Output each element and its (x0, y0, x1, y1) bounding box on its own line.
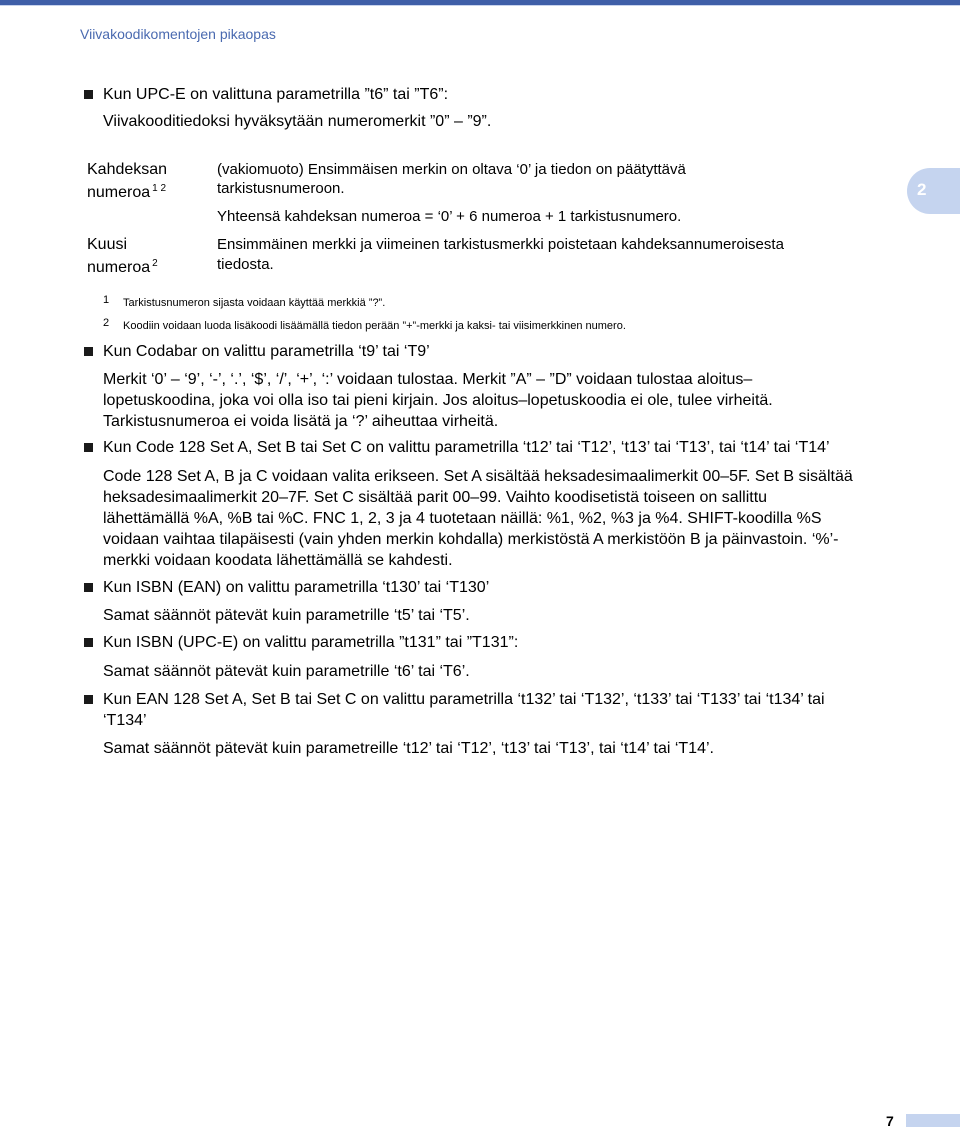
code128-line: merkki voidaan koodata lähettämällä se kahdesti. (103, 552, 453, 569)
code128-heading: Kun Code 128 Set A, Set B tai Set C on valittu parametrilla ‘t12’ tai ‘T12’, ‘t13’ tai ‘T13’, tai ‘t14’ tai ‘T14’ (103, 439, 830, 456)
isbn-ean-heading: Kun ISBN (EAN) on valittu parametrilla ‘t130’ tai ‘T130’ (103, 579, 490, 596)
bullet-square-icon (84, 347, 93, 356)
table-desc-six-line2: tiedosta. (217, 256, 274, 273)
bullet-square-icon (84, 583, 93, 592)
ean128-heading-line2: ‘T134’ (103, 712, 147, 729)
upce-heading: Kun UPC-E on valittuna parametrilla ”t6” tai ”T6”: (103, 86, 449, 103)
upce-text: Viivakooditiedoksi hyväksytään numeromerkit ”0” – ”9”. (103, 113, 492, 130)
table-label-six-line1: Kuusi (87, 236, 128, 253)
footnote-text: Tarkistusnumeron sijasta voidaan käyttää merkkiä ”?”. (123, 297, 386, 309)
chapter-tab (907, 168, 960, 214)
page-number: 7 (886, 1113, 894, 1129)
ean128-text: Samat säännöt pätevät kuin parametreille ‘t12’ tai ‘T12’, ‘t13’ tai ‘T13’, tai ‘t14’ tai ‘T14’. (103, 740, 714, 757)
isbn-upce-text: Samat säännöt pätevät kuin parametrille ‘t6’ tai ‘T6’. (103, 663, 470, 680)
codabar-heading: Kun Codabar on valittu parametrilla ‘t9’ tai ‘T9’ (103, 343, 430, 360)
footnote-ref: 1 2 (152, 183, 167, 194)
code128-line: lähettämällä %A, %B tai %C. FNC 1, 2, 3 ja 4 tuotetaan näillä: %1, %2, %3 ja %4. SHIFT-koodilla %S (103, 510, 822, 527)
codabar-line: lopetuskoodina, joka voi olla iso tai pieni kirjain. Jos aloitus–lopetuskoodia ei ole, tulee virheitä. (103, 392, 773, 409)
footnote-number: 1 (103, 294, 110, 306)
page-number-bar (906, 1114, 960, 1127)
code128-line: Code 128 Set A, B ja C voidaan valita erikseen. Set A sisältää heksadesimaalimerkit 00–5F. Set B sisältää (103, 468, 853, 485)
ean128-heading-line1: Kun EAN 128 Set A, Set B tai Set C on valittu parametrilla ‘t132’ tai ‘T132’, ‘t133’ tai ‘T133’ tai ‘t134’ tai (103, 691, 825, 708)
top-rule (0, 5, 960, 6)
bullet-square-icon (84, 443, 93, 452)
codabar-line: Merkit ‘0’ – ‘9’, ‘-’, ‘.’, ‘$’, ‘/’, ‘+’, ‘:’ voidaan tulostaa. Merkit ”A” – ”D” voidaan tulostaa aloitus– (103, 371, 753, 388)
bullet-square-icon (84, 90, 93, 99)
table-label-eight-line2: numeroa $^{1 2}$ (87, 183, 167, 201)
bullet-square-icon (84, 695, 93, 704)
table-label-six-line2: numeroa $^2$ (87, 258, 158, 276)
code128-line: voidaan vaihtaa tilapäisesti (vain yhden merkin kohdalla) merkistöstä A merkistöön B ja päinvastoin. ‘%’- (103, 531, 839, 548)
footnote-number: 2 (103, 317, 110, 329)
isbn-ean-text: Samat säännöt pätevät kuin parametrille ‘t5’ tai ‘T5’. (103, 607, 470, 624)
running-header: Viivakoodikomentojen pikaopas (80, 26, 276, 42)
chapter-number: 2 (917, 180, 927, 199)
footnote-text: Koodiin voidaan luoda lisäkoodi lisäämällä tiedon perään ”+”-merkki ja kaksi- tai viisimerkkinen numero. (123, 320, 626, 332)
isbn-upce-heading: Kun ISBN (UPC-E) on valittu parametrilla ”t131” tai ”T131”: (103, 634, 519, 651)
table-desc-six-line1: Ensimmäinen merkki ja viimeinen tarkistusmerkki poistetaan kahdeksannumeroisesta (217, 236, 784, 253)
bullet-square-icon (84, 638, 93, 647)
table-label-eight-line1: Kahdeksan (87, 161, 168, 178)
table-desc-eight-line1: (vakiomuoto) Ensimmäisen merkin on oltava ‘0’ ja tiedon on päätyttävä (217, 161, 686, 178)
footnote-ref: 2 (152, 258, 158, 269)
code128-line: heksadesimaalimerkit 20–7F. Set C sisältää parit 00–99. Vaihto koodisetistä toiseen on sallittu (103, 489, 768, 506)
codabar-line: Tarkistusnumeroa ei voida lisätä ja ‘?’ aiheuttaa virheitä. (103, 413, 499, 430)
table-desc-eight-line2: tarkistusnumeroon. (217, 180, 345, 197)
table-desc-eight-line3: Yhteensä kahdeksan numeroa = ‘0’ + 6 numeroa + 1 tarkistusnumero. (217, 208, 682, 225)
